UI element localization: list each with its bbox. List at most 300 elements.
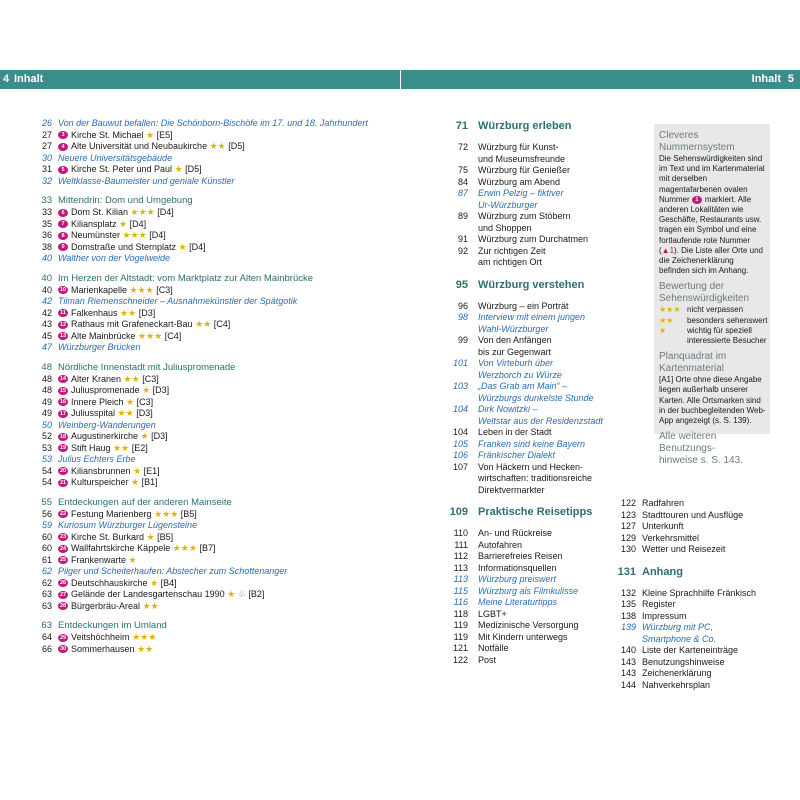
toc-entry[interactable] — [446, 234, 606, 246]
spacer — [612, 556, 772, 564]
toc-title: Gelände der Landesgartenschau 1990 — [71, 589, 225, 599]
toc-page-number: 40 — [41, 284, 52, 295]
toc-entry[interactable] — [28, 555, 398, 567]
toc-title: Julius Echters Erbe — [58, 454, 136, 464]
sight-number-badge: 25 — [59, 557, 67, 564]
toc-title: bis zur Gegenwart — [478, 346, 552, 357]
toc-page-number: 104 — [452, 404, 468, 414]
toc-page-number: 49 — [41, 408, 52, 418]
toc-title: Würzburg – ein Porträt — [478, 300, 569, 311]
sight-number-badge: 13 — [59, 333, 67, 340]
right-page-header — [400, 70, 800, 89]
toc-entry-text — [642, 657, 725, 669]
toc-title: Dom St. Kilian — [71, 207, 129, 217]
toc-title: Deutschhauskirche — [71, 577, 148, 588]
toc-entry[interactable] — [446, 312, 606, 324]
toc-title: Im Herzen der Altstadt: vom Marktplatz zur Alten Mainbrücke — [58, 272, 314, 284]
toc-entry-text — [642, 544, 725, 556]
toc-entry-text — [478, 551, 563, 563]
rating-stars: ★★ — [142, 600, 159, 611]
toc-page-number: 84 — [457, 176, 468, 187]
toc-page-number: 96 — [457, 300, 468, 311]
toc-entry[interactable] — [28, 342, 398, 354]
toc-entry-text — [58, 296, 297, 308]
toc-entry[interactable] — [446, 177, 606, 189]
rating-stars: ★ — [140, 431, 149, 441]
toc-entry[interactable] — [446, 427, 606, 439]
toc-page-number: 106 — [452, 450, 468, 460]
toc-title: am richtigen Ort — [478, 257, 543, 267]
toc-page-number: 104 — [452, 427, 468, 437]
toc-entry[interactable] — [28, 466, 398, 478]
toc-entry[interactable] — [446, 597, 606, 609]
toc-title: LGBT+ — [478, 608, 507, 619]
toc-entry[interactable] — [28, 118, 398, 130]
toc-entry-text — [478, 393, 594, 405]
toc-entry-text — [478, 563, 557, 575]
toc-entry[interactable] — [28, 130, 398, 142]
toc-entry[interactable] — [612, 521, 772, 533]
toc-entry[interactable] — [446, 551, 606, 563]
toc-page-number: 99 — [457, 335, 468, 345]
toc-entry[interactable] — [28, 219, 398, 231]
map-grid-ref: [D3] — [151, 431, 168, 441]
toc-entry[interactable] — [28, 164, 398, 176]
kids-icon: ♧ — [237, 589, 246, 599]
toc-page-number: 130 — [620, 544, 636, 554]
toc-entry-text — [58, 130, 173, 142]
toc-entry[interactable] — [612, 680, 772, 692]
legend-text: besonders sehenswert — [687, 315, 768, 325]
sight-number-badge: 27 — [59, 591, 67, 598]
toc-entry[interactable] — [28, 242, 398, 254]
rating-stars: ★ — [146, 531, 155, 542]
toc-title: Alter Kranen — [71, 373, 122, 384]
toc-page-number: 131 — [617, 565, 636, 578]
toc-entry-text — [642, 645, 738, 657]
sight-number-badge: 23 — [59, 534, 67, 541]
toc-page-number: 53 — [41, 442, 52, 453]
toc-entry[interactable] — [446, 200, 606, 212]
toc-entry[interactable] — [446, 439, 606, 451]
legend-row — [659, 326, 766, 336]
sight-number-badge: 22 — [59, 511, 67, 518]
info-heading-numbering: Cleveres Nummernsystem — [659, 130, 735, 153]
toc-entry[interactable] — [28, 230, 398, 242]
toc-title: Unterkunft — [642, 521, 684, 531]
spacer — [28, 489, 398, 497]
toc-entry[interactable] — [28, 477, 398, 489]
map-grid-ref: [D3] — [136, 408, 153, 418]
toc-section-heading[interactable] — [612, 564, 772, 580]
toc-entry-text — [58, 195, 193, 207]
toc-entry[interactable] — [612, 599, 772, 611]
toc-entry[interactable] — [446, 632, 606, 644]
toc-title: Zur richtigen Zeit — [478, 245, 546, 256]
toc-entry-text — [478, 528, 552, 540]
toc-title: Stadttouren und Ausflüge — [642, 509, 744, 520]
toc-entry[interactable] — [446, 528, 606, 540]
toc-entry[interactable] — [28, 176, 398, 188]
toc-entry[interactable] — [446, 211, 606, 223]
toc-entry[interactable] — [446, 381, 606, 393]
toc-entry[interactable] — [446, 586, 606, 598]
toc-entry[interactable] — [446, 643, 606, 655]
sight-number-badge: 11 — [58, 309, 68, 317]
toc-entry-text — [478, 335, 552, 347]
toc-entry[interactable] — [446, 473, 606, 485]
toc-entry[interactable] — [446, 154, 606, 166]
toc-title: Mit Kindern unterwegs — [478, 631, 568, 642]
toc-entry[interactable] — [612, 611, 772, 623]
rating-stars: ★ — [119, 218, 128, 229]
toc-section-heading[interactable] — [28, 195, 398, 207]
toc-entry-text — [58, 532, 173, 544]
toc-page-number: 75 — [457, 165, 468, 175]
toc-entry-text — [58, 566, 287, 578]
toc-entry-text — [478, 462, 583, 474]
sight-number-badge: 6 — [58, 209, 68, 217]
sight-number-badge: 12 — [59, 321, 67, 328]
toc-section-heading[interactable] — [446, 118, 606, 134]
toc-page-number: 91 — [457, 234, 468, 244]
toc-title: Autofahren — [478, 539, 523, 550]
toc-page-number: 42 — [41, 296, 52, 306]
toc-page-number: 54 — [41, 465, 52, 476]
map-grid-ref: [C3] — [156, 284, 173, 295]
toc-entry[interactable] — [28, 296, 398, 308]
toc-title: Juliusspital — [71, 408, 116, 418]
toc-entry-text — [58, 408, 153, 420]
rating-stars: ★★ — [209, 141, 226, 151]
toc-entry-text — [478, 347, 551, 359]
sight-number-badge: 21 — [59, 479, 67, 486]
legend-row — [659, 305, 766, 315]
legend-text: interessierte Besucher — [687, 336, 767, 345]
toc-entry[interactable] — [28, 454, 398, 466]
info-text-grid: [A1] Orte ohne diese Angabe liegen außerhalb unserer Karten. Alle Ortsmarken sind in der buchbegleitenden Web-App angezeigt (s. S. 139). — [659, 375, 766, 425]
legend-row — [659, 336, 766, 346]
toc-entry-text — [58, 397, 153, 409]
rating-stars: ★ — [227, 589, 236, 599]
toc-entry[interactable] — [446, 540, 606, 552]
toc-title: Von Häckern und Hecken- — [478, 461, 584, 472]
legend-row — [659, 316, 766, 326]
toc-entry[interactable] — [446, 142, 606, 154]
toc-entry[interactable] — [28, 644, 398, 656]
rating-stars: ★★ — [195, 319, 212, 329]
toc-title: Zeichenerklärung — [642, 668, 712, 678]
toc-entry-text — [478, 118, 572, 134]
toc-page-number: 111 — [454, 539, 468, 550]
toc-title: Domstraße und Sternplatz — [71, 241, 177, 252]
toc-entry[interactable] — [446, 246, 606, 258]
toc-title: Würzburg zum Durchatmen — [478, 234, 589, 244]
spacer — [28, 354, 398, 362]
sight-number-badge: 5 — [58, 166, 68, 174]
toc-entry-text — [478, 416, 603, 428]
toc-entry[interactable] — [612, 544, 772, 556]
toc-entry-text — [58, 589, 264, 601]
toc-entry[interactable] — [446, 404, 606, 416]
toc-entry[interactable] — [28, 319, 398, 331]
toc-page-number: 109 — [449, 506, 468, 518]
toc-title: Barrierefreies Reisen — [478, 551, 563, 561]
toc-entry[interactable] — [28, 331, 398, 343]
toc-title: Wahl-Würzburger — [478, 323, 549, 334]
toc-entry-text — [58, 308, 155, 320]
map-grid-ref: [E2] — [131, 442, 148, 453]
left-page-title: Inhalt — [14, 73, 44, 85]
toc-title: Tilman Riemenschneider – Ausnahmekünstler der Spätgotik — [58, 296, 298, 306]
toc-entry-text — [58, 477, 158, 489]
toc-title: Anhang — [642, 565, 683, 578]
toc-entry[interactable] — [28, 385, 398, 397]
toc-entry-text — [478, 574, 556, 586]
toc-entry[interactable] — [446, 574, 606, 586]
spacer — [28, 187, 398, 195]
toc-page-number: 30 — [41, 152, 52, 163]
toc-entry[interactable] — [446, 257, 606, 269]
toc-page-number: 61 — [41, 554, 52, 565]
toc-entry-text — [478, 632, 568, 644]
toc-entry[interactable] — [28, 141, 398, 153]
rating-stars: ★★ — [137, 643, 154, 654]
toc-page-number: 35 — [41, 218, 52, 229]
toc-entry[interactable] — [446, 335, 606, 347]
toc-entry[interactable] — [446, 620, 606, 632]
toc-page-number: 95 — [455, 278, 468, 291]
toc-entry[interactable] — [28, 285, 398, 297]
rating-stars: ★ — [150, 577, 159, 588]
toc-entry[interactable] — [612, 657, 772, 669]
toc-page-number: 63 — [41, 600, 52, 611]
toc-page-number: 60 — [41, 531, 52, 542]
toc-page-number: 103 — [452, 381, 468, 391]
left-page-number: 4 — [3, 73, 10, 85]
info-heading-more: Alle weiteren Benutzungs- hinweise s. S. 143. — [659, 431, 743, 467]
sight-number-badge: 9 — [58, 243, 68, 251]
toc-entry-text — [478, 234, 588, 246]
toc-entry-text — [478, 177, 560, 189]
toc-entry[interactable] — [446, 485, 606, 497]
toc-entry[interactable] — [28, 543, 398, 555]
toc-page-number: 52 — [41, 431, 52, 441]
toc-entry[interactable] — [612, 510, 772, 522]
rating-stars: ★★★ — [172, 543, 197, 553]
toc-entry[interactable] — [612, 634, 772, 646]
spacer — [446, 134, 606, 142]
sight-number-badge: 14 — [59, 376, 67, 383]
toc-entry-text — [58, 285, 173, 297]
toc-entry-text — [478, 485, 545, 497]
toc-entry[interactable] — [28, 520, 398, 532]
toc-entry-text — [478, 142, 559, 154]
toc-entry[interactable] — [28, 207, 398, 219]
rating-stars: ★ — [131, 477, 140, 487]
toc-section-heading[interactable] — [28, 497, 398, 509]
toc-title: Pilger und Scheiterhaufen: Abstecher zum Schottenanger — [58, 566, 288, 576]
toc-entry[interactable] — [28, 589, 398, 601]
toc-entry[interactable] — [612, 498, 772, 510]
toc-entry[interactable] — [28, 601, 398, 613]
toc-page-number: 40 — [41, 272, 52, 284]
toc-entry-text — [58, 620, 167, 632]
toc-entry[interactable] — [446, 347, 606, 359]
toc-entry-text — [478, 277, 584, 293]
toc-page-number: 123 — [620, 509, 636, 520]
info-text-numbering: Die Sehenswürdigkeiten sind im Text und im Kartenmaterial mit derselben magentafarbenen ovalen Nummer 1 markiert. Alle anderen Lokalitäten wie Geschäfte, Restaurants usw. tragen ein Symbol und eine fortlaufende rote Nummer (▲1). Die Liste aller Orte und die Zeichenerklärung befinden sich im Anhang. — [659, 154, 765, 276]
toc-entry[interactable] — [28, 153, 398, 165]
toc-entry[interactable] — [446, 223, 606, 235]
toc-entry[interactable] — [446, 563, 606, 575]
toc-title: Würzburg für Genießer — [478, 165, 571, 175]
badge-sample: 1 — [692, 196, 702, 204]
toc-page-number: 72 — [457, 142, 468, 152]
toc-entry-text — [478, 655, 496, 667]
toc-entry[interactable] — [28, 431, 398, 443]
toc-page-number: 143 — [620, 668, 636, 678]
toc-entry-text — [58, 431, 168, 443]
toc-entry[interactable] — [612, 533, 772, 545]
sight-number-badge: 24 — [59, 545, 67, 552]
rating-stars: ★★★ — [122, 230, 147, 240]
toc-entry-text — [642, 680, 710, 692]
toc-title: Verkehrsmittel — [642, 532, 700, 543]
toc-entry-text — [58, 207, 174, 219]
toc-title: Leben in der Stadt — [478, 427, 552, 437]
toc-entry-text — [642, 668, 712, 680]
rating-stars: ★ — [174, 164, 183, 174]
toc-page-number: 87 — [457, 188, 468, 198]
toc-section-heading[interactable] — [28, 362, 398, 374]
toc-entry[interactable] — [446, 358, 606, 370]
toc-page-number: 47 — [41, 342, 52, 352]
toc-page-number: 129 — [620, 532, 636, 543]
toc-entry[interactable] — [446, 450, 606, 462]
toc-title: Impressum — [642, 610, 687, 621]
toc-entry-text — [478, 211, 571, 223]
toc-title: Post — [478, 654, 497, 665]
toc-title: Kirche St. Burkard — [71, 531, 145, 542]
toc-entry[interactable] — [28, 532, 398, 544]
toc-entry[interactable] — [28, 374, 398, 386]
toc-title: Rathaus mit Grafeneckart-Bau — [71, 319, 193, 329]
info-heading-rating: Bewertung der Sehenswürdigkeiten — [659, 281, 750, 305]
toc-middle-column — [446, 118, 606, 666]
toc-entry[interactable] — [28, 420, 398, 432]
toc-title: Franken sind keine Bayern — [478, 438, 586, 449]
map-grid-ref: [D5] — [185, 164, 202, 174]
toc-entry[interactable] — [446, 324, 606, 336]
toc-entry[interactable] — [446, 301, 606, 313]
sight-number-badge: 20 — [59, 468, 67, 475]
toc-page-number: 143 — [620, 656, 636, 667]
toc-entry[interactable] — [28, 308, 398, 320]
toc-entry[interactable] — [446, 609, 606, 621]
spacer — [28, 612, 398, 620]
toc-title: Würzburg preiswert — [478, 574, 557, 584]
toc-entry[interactable] — [446, 462, 606, 474]
toc-entry-text — [58, 230, 166, 242]
sight-number-badge: 15 — [59, 387, 67, 394]
toc-title: und Museumsfreunde — [478, 153, 566, 164]
toc-entry[interactable] — [446, 188, 606, 200]
toc-entry-text — [58, 362, 235, 374]
toc-entry-text — [478, 301, 569, 313]
toc-entry[interactable] — [28, 408, 398, 420]
toc-section-heading[interactable] — [28, 273, 398, 285]
toc-entry-text — [58, 509, 197, 521]
rating-stars: ★★★ — [132, 632, 157, 642]
toc-title: Nördliche Innenstadt mit Juliuspromenade — [58, 361, 236, 373]
toc-entry[interactable] — [446, 655, 606, 667]
toc-page-number: 59 — [41, 520, 52, 530]
toc-entry-text — [478, 223, 532, 235]
toc-page-number: 64 — [41, 632, 52, 642]
toc-entry[interactable] — [28, 632, 398, 644]
toc-title: Informationsquellen — [478, 562, 557, 573]
toc-entry[interactable] — [612, 588, 772, 600]
toc-page-number: 118 — [453, 608, 468, 619]
toc-title: Benutzungshinweise — [642, 656, 725, 667]
rating-stars: ★ — [178, 241, 187, 252]
toc-entry[interactable] — [446, 393, 606, 405]
toc-page-number: 122 — [452, 654, 468, 665]
toc-entry[interactable] — [446, 165, 606, 177]
map-grid-ref: [E5] — [156, 129, 173, 140]
toc-entry-text — [478, 620, 579, 632]
toc-entry[interactable] — [28, 566, 398, 578]
toc-section-heading[interactable] — [28, 620, 398, 632]
toc-entry-text — [58, 253, 170, 265]
toc-entry-text — [478, 324, 548, 336]
toc-title: wirtschaften: traditionsreiche — [478, 473, 593, 483]
toc-title: Praktische Reisetipps — [478, 506, 593, 518]
toc-page-number: 48 — [41, 373, 52, 384]
toc-page-number: 62 — [41, 577, 52, 588]
toc-entry[interactable] — [446, 370, 606, 382]
toc-entry[interactable] — [612, 668, 772, 680]
toc-entry-text — [58, 644, 153, 656]
toc-entry[interactable] — [612, 645, 772, 657]
toc-entry-text — [478, 586, 578, 598]
toc-section-heading[interactable] — [446, 504, 606, 520]
toc-page-number: 42 — [41, 307, 52, 318]
toc-title: Frankenwarte — [71, 554, 127, 565]
rating-stars: ★★ — [123, 373, 140, 384]
toc-entry-text — [478, 473, 592, 485]
toc-entry-text — [642, 622, 713, 634]
toc-entry[interactable] — [612, 622, 772, 634]
toc-entry[interactable] — [446, 416, 606, 428]
toc-entry-text — [642, 521, 684, 533]
toc-entry[interactable] — [28, 578, 398, 590]
toc-section-heading[interactable] — [446, 277, 606, 293]
toc-page-number: 112 — [453, 551, 468, 561]
toc-entry[interactable] — [28, 509, 398, 521]
toc-page-number: 119 — [453, 631, 468, 642]
toc-entry[interactable] — [28, 443, 398, 455]
toc-page-number: 45 — [41, 330, 52, 341]
spacer — [28, 265, 398, 273]
toc-entry[interactable] — [28, 253, 398, 265]
toc-entry-text — [478, 358, 553, 370]
toc-entry-text — [642, 611, 687, 623]
toc-title: Weinberg-Wanderungen — [58, 419, 156, 430]
info-heading-grid: Planquadrat im Kartenmaterial — [659, 351, 727, 375]
toc-entry[interactable] — [28, 397, 398, 409]
